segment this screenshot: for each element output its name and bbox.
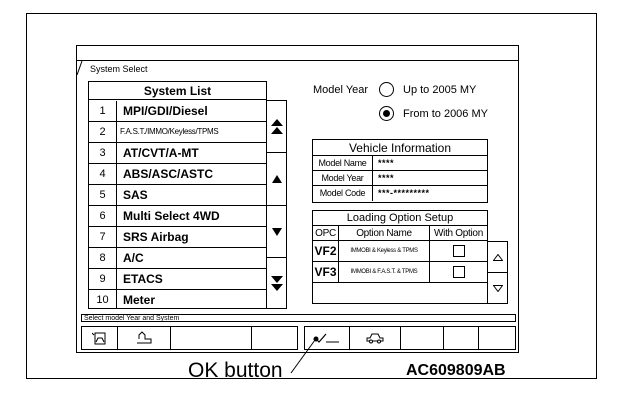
radio-button-selected[interactable] bbox=[379, 106, 394, 121]
system-item-number: 5 bbox=[89, 185, 117, 205]
system-list-scrollbar bbox=[267, 100, 287, 309]
up-arrow-icon bbox=[272, 175, 282, 183]
system-item-label: MPI/GDI/Diesel bbox=[123, 104, 208, 118]
system-item-label: AT/CVT/A-MT bbox=[123, 146, 199, 160]
system-list-item-5[interactable] bbox=[89, 185, 266, 206]
function-key-8[interactable] bbox=[443, 326, 479, 350]
vehicle-button[interactable] bbox=[349, 326, 401, 350]
system-list bbox=[88, 81, 267, 309]
status-bar: Select model Year and System bbox=[81, 314, 516, 322]
with-option-checkbox-vf3[interactable] bbox=[453, 266, 465, 278]
option-scroll-up-button[interactable] bbox=[488, 242, 507, 273]
column-header-opc: OPC bbox=[313, 226, 339, 240]
car-icon bbox=[366, 332, 384, 344]
option-checkbox-cell bbox=[430, 262, 487, 282]
function-key-4[interactable] bbox=[251, 326, 298, 350]
system-item-label: A/C bbox=[123, 251, 144, 265]
option-name: IMMOBI & Keyless & TPMS bbox=[339, 241, 430, 261]
loading-option-header: Loading Option Setup bbox=[313, 211, 487, 226]
column-header-with-option: With Option bbox=[434, 228, 483, 239]
double-up-arrow-icon bbox=[271, 119, 283, 135]
page-up-button[interactable] bbox=[267, 101, 286, 153]
checkmark-ok-icon bbox=[314, 332, 340, 344]
system-list-item-3[interactable] bbox=[89, 143, 266, 164]
radio-label: From to 2006 MY bbox=[403, 107, 488, 120]
system-item-number: 4 bbox=[89, 164, 117, 184]
figure-id-label: AC609809AB bbox=[406, 362, 506, 379]
system-item-label: Meter bbox=[123, 293, 156, 307]
column-header-option-name: Option Name bbox=[339, 226, 430, 240]
option-name: IMMOBI & F.A.S.T. & TPMS bbox=[339, 262, 430, 282]
screen-title-bar bbox=[77, 46, 518, 61]
system-list-header: System List bbox=[89, 82, 266, 100]
function-key-bar bbox=[81, 326, 516, 350]
vehicle-info-row-model-name bbox=[313, 156, 487, 171]
system-item-label: SAS bbox=[123, 188, 148, 202]
loading-option-row-vf3 bbox=[313, 262, 487, 283]
loading-option-row-vf2 bbox=[313, 241, 487, 262]
loading-option-scrollbar bbox=[488, 241, 508, 304]
vehicle-information-header: Vehicle Information bbox=[313, 140, 487, 156]
ok-button-caption: OK button bbox=[188, 359, 283, 382]
system-list-item-6[interactable] bbox=[89, 206, 266, 227]
system-item-label: Multi Select 4WD bbox=[123, 209, 220, 223]
back-button[interactable] bbox=[117, 326, 171, 350]
vehicle-info-row-model-code bbox=[313, 186, 487, 201]
system-item-number: 3 bbox=[89, 143, 117, 163]
diagnostic-menu-button[interactable] bbox=[81, 326, 118, 350]
system-item-number: 2 bbox=[89, 122, 117, 142]
system-item-number: 6 bbox=[89, 206, 117, 226]
system-list-item-1[interactable] bbox=[89, 101, 266, 122]
scroll-up-button[interactable] bbox=[267, 153, 286, 206]
option-scroll-down-button[interactable] bbox=[488, 273, 507, 304]
loading-option-setup-panel bbox=[312, 210, 488, 304]
model-year-option-from-2006[interactable] bbox=[379, 106, 488, 121]
system-list-item-8[interactable] bbox=[89, 248, 266, 269]
system-item-number: 8 bbox=[89, 248, 117, 268]
model-year-label: Model Year bbox=[313, 84, 369, 96]
system-list-item-4[interactable] bbox=[89, 164, 266, 185]
loading-option-column-headers bbox=[313, 226, 487, 241]
function-key-7[interactable] bbox=[400, 326, 444, 350]
system-list-item-10[interactable] bbox=[89, 290, 266, 309]
back-icon bbox=[136, 331, 152, 345]
scroll-down-button[interactable] bbox=[267, 206, 286, 258]
with-option-checkbox-vf2[interactable] bbox=[453, 245, 465, 257]
system-item-label: SRS Airbag bbox=[123, 230, 189, 244]
vehicle-info-key: Model Year bbox=[313, 171, 373, 185]
vehicle-info-key: Model Code bbox=[313, 186, 373, 201]
up-arrow-outline-icon bbox=[493, 254, 503, 261]
option-checkbox-cell bbox=[430, 241, 487, 261]
system-list-item-7[interactable] bbox=[89, 227, 266, 248]
diagnostic-screen bbox=[76, 45, 519, 353]
vehicle-info-key: Model Name bbox=[313, 156, 373, 170]
page-down-button[interactable] bbox=[267, 258, 286, 309]
system-item-label: F.A.S.T./IMMO/Keyless/TPMS bbox=[120, 127, 219, 136]
vehicle-info-row-model-year bbox=[313, 171, 487, 186]
function-key-3[interactable] bbox=[170, 326, 252, 350]
vehicle-info-value: ***-********* bbox=[378, 188, 430, 198]
model-year-option-up-to-2005[interactable] bbox=[379, 82, 476, 97]
vehicle-info-value: **** bbox=[378, 158, 395, 168]
down-arrow-icon bbox=[272, 228, 282, 236]
radio-label: Up to 2005 MY bbox=[403, 83, 477, 96]
car-diagnostic-icon bbox=[92, 330, 108, 346]
system-item-number: 7 bbox=[89, 227, 117, 247]
radio-button[interactable] bbox=[379, 82, 394, 97]
ok-button[interactable] bbox=[304, 326, 350, 350]
option-opc: VF2 bbox=[313, 241, 339, 261]
system-item-number: 10 bbox=[89, 290, 117, 309]
screen-title: System Select bbox=[90, 64, 148, 74]
system-item-label: ABS/ASC/ASTC bbox=[123, 167, 214, 181]
vehicle-information-panel bbox=[312, 139, 488, 203]
down-arrow-outline-icon bbox=[493, 285, 503, 292]
vehicle-info-value: **** bbox=[378, 173, 395, 183]
system-item-number: 1 bbox=[89, 101, 117, 121]
option-opc: VF3 bbox=[313, 262, 339, 282]
system-item-number: 9 bbox=[89, 269, 117, 289]
system-list-item-2[interactable] bbox=[89, 122, 266, 143]
system-list-item-9[interactable] bbox=[89, 269, 266, 290]
double-down-arrow-icon bbox=[271, 276, 283, 292]
system-item-label: ETACS bbox=[123, 272, 163, 286]
function-key-9[interactable] bbox=[478, 326, 516, 350]
